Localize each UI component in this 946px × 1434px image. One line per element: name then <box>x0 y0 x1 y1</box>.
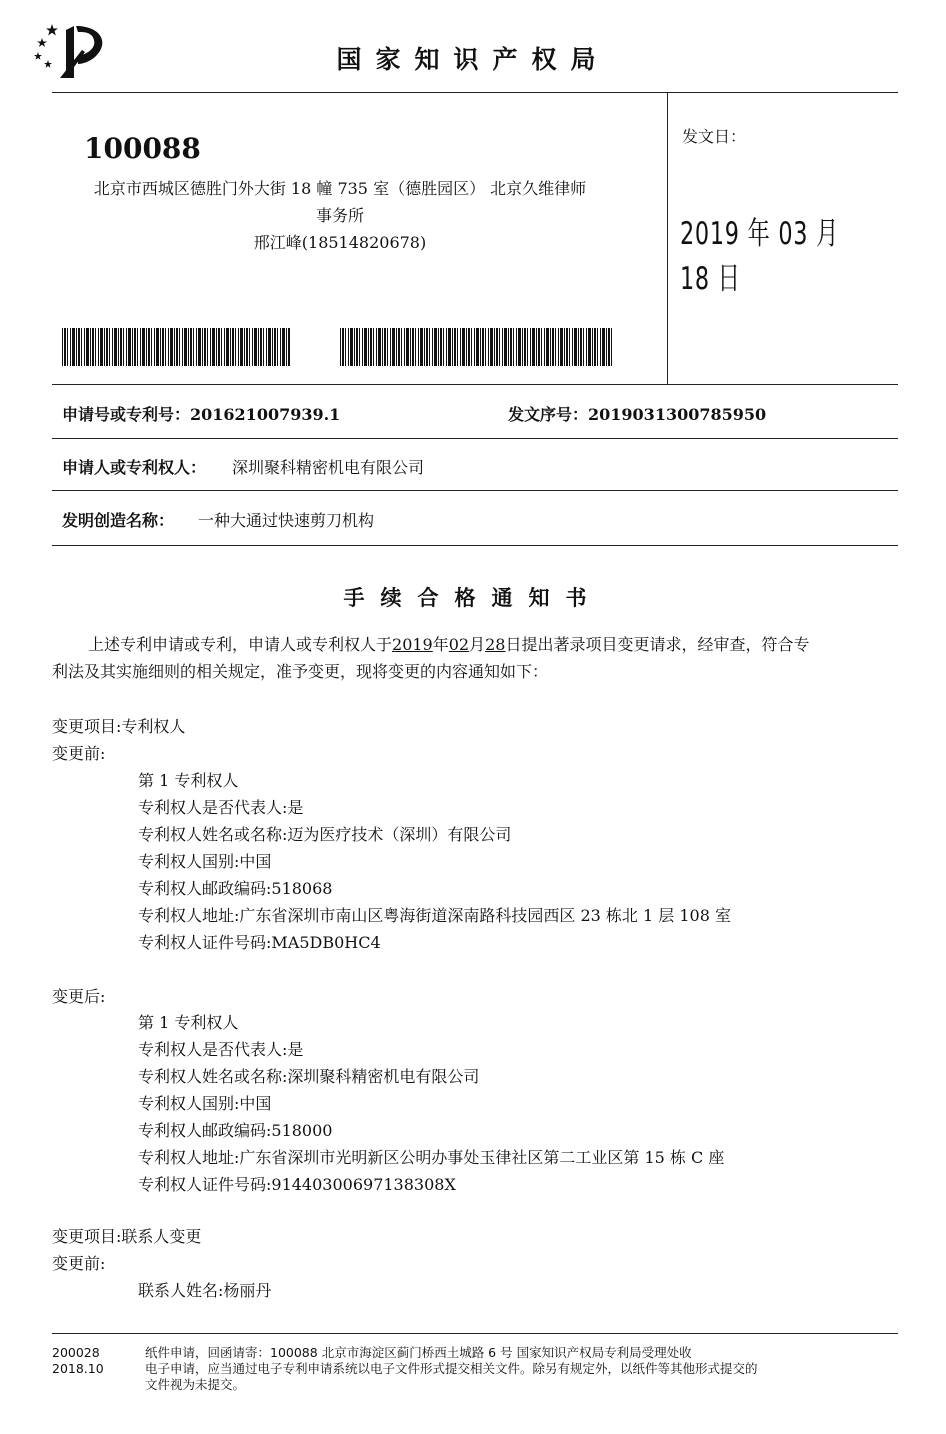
notice-text-d: 日提出著录项目变更请求，经审查，符合专 <box>505 635 810 654</box>
organization-title: 国家知识产权局 <box>336 45 610 74</box>
issue-date-label: 发文日： <box>682 127 747 146</box>
header-bottom-rule <box>52 384 898 385</box>
request-year: 2019 <box>392 635 433 654</box>
application-number-label-text: 申请号或专利号： <box>62 405 191 424</box>
applicant-label: 申请人或专利权人： <box>62 458 207 477</box>
recipient-zip: 100088 <box>84 132 201 165</box>
document-number: 2019031300785950 <box>588 405 767 424</box>
after-line: 第 1 专利权人 <box>138 1013 239 1032</box>
footer-line1: 纸件申请，回函请寄：100088 北京市海淀区蓟门桥西土城路 6 号 国家知识产权局专利局受理处收 <box>145 1345 692 1360</box>
before-line: 联系人姓名:杨丽丹 <box>138 1281 272 1300</box>
footer-line3: 文件视为未提交。 <box>145 1377 246 1392</box>
recipient-contact: 邢江峰(18514820678) <box>253 233 427 252</box>
footer-line2: 电子申请，应当通过电子专利申请系统以电子文件形式提交相关文件。除另有规定外，以纸件等其他形式提交的 <box>145 1361 758 1376</box>
notice-text-b: 年 <box>432 635 449 654</box>
row-rule-3 <box>52 545 898 546</box>
barcode-right <box>340 328 614 366</box>
before-line: 专利权人地址:广东省深圳市南山区粤海街道深南路科技园西区 23 栋北 1 层 108 室 <box>138 906 731 925</box>
header-divider <box>667 92 668 384</box>
after-line: 专利权人地址:广东省深圳市光明新区公明办事处玉律社区第二工业区第 15 栋 C 座 <box>138 1148 725 1167</box>
after-line: 专利权人国别:中国 <box>138 1094 272 1113</box>
document-number-label-text: 发文序号： <box>508 405 589 424</box>
recipient-address-line2: 事务所 <box>315 206 364 225</box>
invention-title: 一种大通过快速剪刀机构 <box>198 511 375 530</box>
before-line: 专利权人是否代表人:是 <box>138 798 304 817</box>
form-version: 2018.10 <box>52 1361 104 1376</box>
notice-text-c: 月 <box>469 635 486 654</box>
change-item-2: 变更项目:联系人变更 <box>52 1227 202 1246</box>
footer-rule <box>52 1333 898 1334</box>
applicant-name: 深圳聚科精密机电有限公司 <box>232 458 425 477</box>
after-line: 专利权人证件号码:91440300697138308X <box>138 1175 456 1194</box>
application-number-label <box>62 402 340 425</box>
change-item-1: 变更项目:专利权人 <box>52 717 186 736</box>
barcode-left <box>62 328 290 366</box>
invention-label: 发明创造名称： <box>62 511 175 530</box>
notice-title: 手续合格通知书 <box>343 586 603 610</box>
notice-paragraph <box>52 631 898 685</box>
after-line: 专利权人是否代表人:是 <box>138 1040 304 1059</box>
before-line: 专利权人证件号码:MA5DB0HC4 <box>138 933 381 952</box>
notice-text-a: 上述专利申请或专利，申请人或专利权人于 <box>88 635 393 654</box>
before-line: 第 1 专利权人 <box>138 771 239 790</box>
before-line: 专利权人姓名或名称:迈为医疗技术（深圳）有限公司 <box>138 825 512 844</box>
row-rule-1 <box>52 438 898 439</box>
after-line: 专利权人姓名或名称:深圳聚科精密机电有限公司 <box>138 1067 480 1086</box>
change-before-label-2: 变更前: <box>52 1254 106 1273</box>
form-code: 200028 <box>52 1345 100 1360</box>
recipient-address-line1: 北京市西城区德胜门外大街 18 幢 735 室（德胜园区） 北京久维律师 <box>93 179 587 198</box>
document-number-label <box>508 402 766 425</box>
notice-paragraph-line2: 利法及其实施细则的相关规定，准予变更，现将变更的内容通知如下： <box>52 662 549 681</box>
header-top-rule <box>52 92 898 93</box>
request-day: 28 <box>485 635 506 654</box>
issue-date: 2019 年 03 月 18 日 <box>680 216 840 297</box>
row-rule-2 <box>52 490 898 491</box>
before-line: 专利权人国别:中国 <box>138 852 272 871</box>
application-number: 201621007939.1 <box>190 405 341 424</box>
change-before-label-1: 变更前: <box>52 744 106 763</box>
after-line: 专利权人邮政编码:518000 <box>138 1121 333 1140</box>
change-after-label-1: 变更后: <box>52 987 106 1006</box>
notice-paragraph-line1 <box>52 631 898 658</box>
request-month: 02 <box>448 635 470 654</box>
before-line: 专利权人邮政编码:518068 <box>138 879 333 898</box>
